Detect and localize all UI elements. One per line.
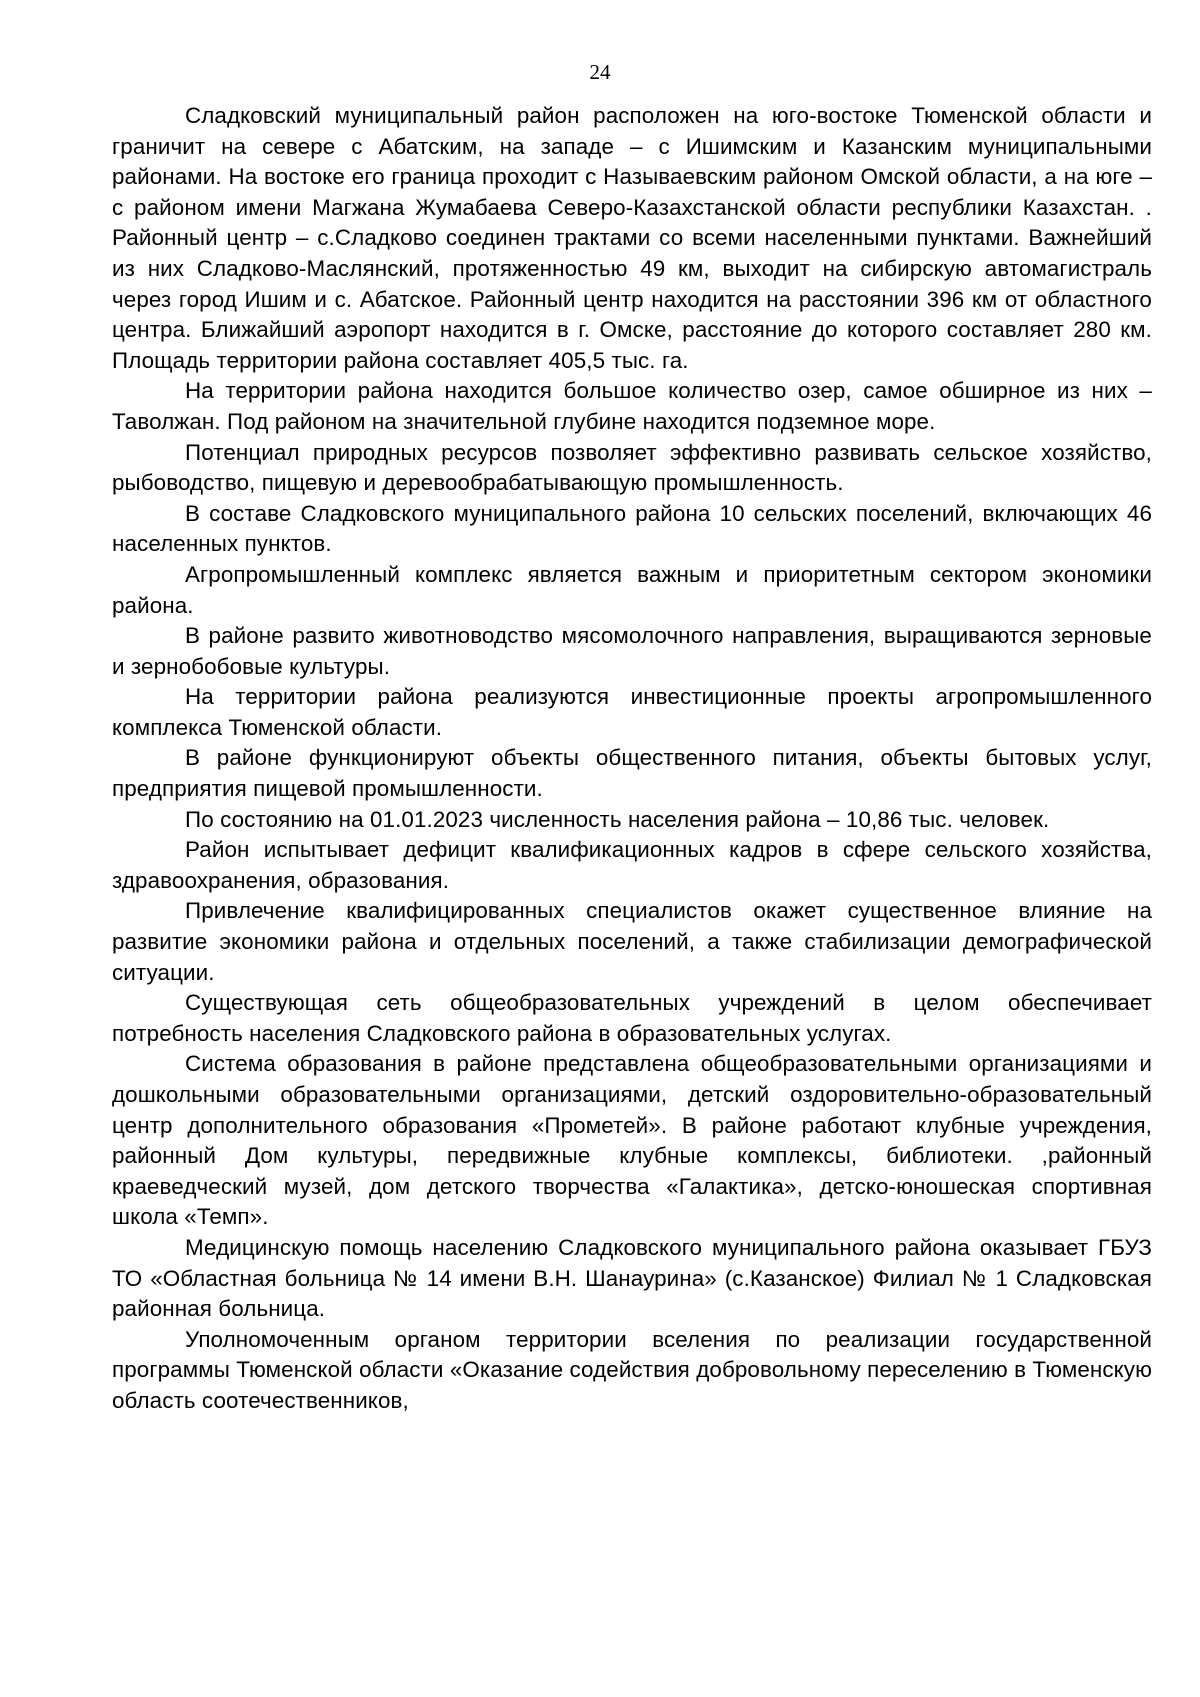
paragraph-specialists: Привлечение квалифицированных специалистов окажет существенное влияние на развитие экономики района и отдельных поселений, а также стабилизации демографической ситуации. (112, 898, 1152, 985)
paragraph-district-location: Сладковский муниципальный район расположен на юго-востоке Тюменской области и граничит на севере с Абатским, на западе – с Ишимским и Казанским муниципальными районами. На востоке его граница проходит с Называевским районом Омской области, а на юге – с районом имени Магжана Жумабаева Северо-Казахстанской области республики Казахстан. . Районный центр – с.Сладково соединен трактами со всеми населенными пунктами. Важнейший из них Сладково-Маслянский, протяженностью 49 км, выходит на сибирскую автомагистраль через город Ишим и с. Абатское. Районный центр находится на расстоянии 396 км от областного центра. Ближайший аэропорт находится в г. Омске, расстояние до которого составляет 280 км. Площадь территории района составляет 405,5 тыс. га. (112, 103, 1152, 373)
paragraph-population: По состоянию на 01.01.2023 численность населения района – 10,86 тыс. человек. (185, 806, 1050, 832)
paragraph-education-system: Система образования в районе представлена общеобразовательными организациями и дошкольными образовательными организациями, детский оздоровительно-образовательный центр дополнительного образования «Прометей». В районе работают клубные учреждения, районный Дом культуры, передвижные клубные комплексы, библиотеки. ,районный краеведческий музей, дом детского творчества «Галактика», детско-юношеская спортивная школа «Темп». (112, 1051, 1152, 1230)
paragraph-investment-projects: На территории района реализуются инвестиционные проекты агропромышленного комплекса Тюменской области. (112, 684, 1152, 740)
paragraph-resettlement-program: Уполномоченным органом территории вселения по реализации государственной программы Тюменской области «Оказание содействия добровольному переселению в Тюменскую область соотечественников, (112, 1326, 1152, 1413)
paragraph-lakes: На территории района находится большое количество озер, самое обширное из них – Таволжан. Под районом на значительной глубине находится подземное море. (112, 378, 1152, 434)
paragraph-staff-deficit: Район испытывает дефицит квалификационных кадров в сфере сельского хозяйства, здравоохранения, образования. (112, 837, 1152, 893)
paragraph-agro-complex: Агропромышленный комплекс является важным и приоритетным сектором экономики района. (112, 561, 1152, 618)
page-number: 24 (589, 60, 611, 84)
paragraph-medical-care: Медицинскую помощь населению Сладковского муниципального района оказывает ГБУЗ ТО «Областная больница № 14 имени В.Н. Шанаурина» (с.Казанское) Филиал № 1 Сладковская районная больница. (112, 1234, 1152, 1322)
paragraph-livestock: В районе развито животноводство мясомолочного направления, выращиваются зерновые и зернобобовые культуры. (112, 623, 1152, 679)
paragraph-settlements: В составе Сладковского муниципального района 10 сельских поселений, включающих 46 населенных пунктов. (112, 500, 1152, 557)
paragraph-services: В районе функционируют объекты общественного питания, объекты бытовых услуг, предприятия пищевой промышленности. (112, 745, 1152, 802)
paragraph-schools: Существующая сеть общеобразовательных учреждений в целом обеспечивает потребность населения Сладковского района в образовательных услугах. (112, 990, 1152, 1046)
document-body (112, 101, 1152, 1417)
paragraph-natural-resources: Потенциал природных ресурсов позволяет эффективно развивать сельское хозяйство, рыбоводство, пищевую и деревообрабатывающую промышленность. (112, 439, 1152, 496)
